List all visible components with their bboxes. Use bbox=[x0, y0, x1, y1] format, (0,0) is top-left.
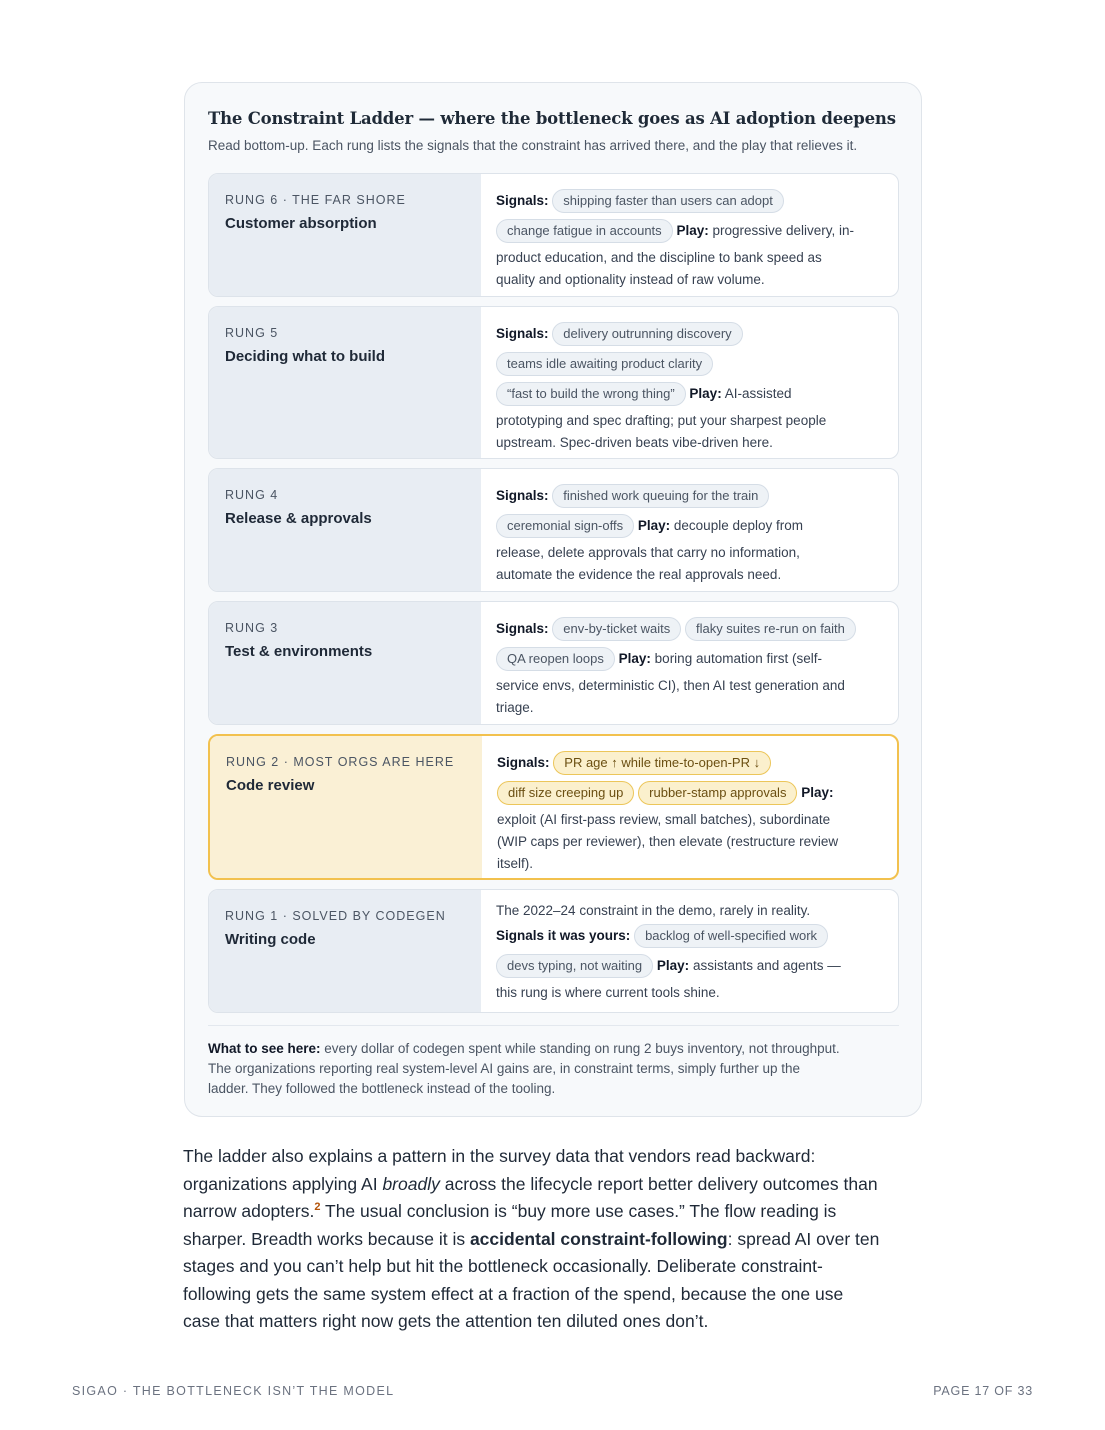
signal-chip: PR age ↑ while time-to-open-PR ↓ bbox=[553, 751, 771, 775]
body-line: following gets the same system effect at a fraction of the spend, because the one use bbox=[183, 1283, 844, 1304]
body-text: across the lifecycle report better delivery outcomes than bbox=[439, 1173, 878, 1194]
signals-label: Signals: bbox=[496, 488, 549, 503]
signal-chip: shipping faster than users can adopt bbox=[552, 189, 784, 213]
rung-details bbox=[481, 602, 898, 724]
rung-4 bbox=[208, 468, 899, 592]
signal-chip: ceremonial sign-offs bbox=[496, 514, 634, 538]
rung-name: Deciding what to build bbox=[225, 348, 385, 365]
play-label: Play: bbox=[676, 223, 709, 238]
signal-chip: diff size creeping up bbox=[497, 781, 634, 805]
body-line: The ladder also explains a pattern in the survey data that vendors read backward: bbox=[183, 1146, 816, 1166]
rung-label-cell bbox=[209, 307, 481, 458]
rung-name: Test & environments bbox=[225, 643, 373, 660]
body-text: The usual conclusion is “buy more use cases.” The flow reading is bbox=[320, 1201, 837, 1221]
body-text: organizations applying AI bbox=[183, 1173, 383, 1194]
signal-chip: teams idle awaiting product clarity bbox=[496, 352, 713, 376]
play-text: boring automation first (self- bbox=[654, 651, 822, 666]
rung-details bbox=[481, 174, 898, 296]
takeaway-text: ladder. They followed the bottleneck instead of the tooling. bbox=[208, 1081, 556, 1096]
signal-chip: env-by-ticket waits bbox=[552, 617, 681, 641]
panel-takeaway bbox=[208, 1039, 903, 1099]
rung-details bbox=[481, 469, 898, 591]
rung-eyebrow: RUNG 4 bbox=[225, 488, 279, 502]
body-line: case that matters right now gets the attention ten diluted ones don’t. bbox=[183, 1311, 709, 1331]
signals-label: Signals it was yours: bbox=[496, 928, 631, 943]
play-text: prototyping and spec drafting; put your sharpest people bbox=[496, 413, 827, 428]
page-number: PAGE 17 OF 33 bbox=[933, 1384, 1033, 1398]
rung-name: Release & approvals bbox=[225, 510, 372, 527]
rung-label-cell bbox=[209, 469, 481, 591]
play-text: itself). bbox=[497, 856, 534, 871]
play-text: exploit (AI first-pass review, small batches), subordinate bbox=[497, 812, 831, 827]
play-text: quality and optionality instead of raw volume. bbox=[496, 272, 765, 287]
signal-chip: finished work queuing for the train bbox=[552, 484, 769, 508]
rung-label-cell bbox=[209, 174, 481, 296]
signals-label: Signals: bbox=[496, 621, 549, 636]
signals-label: Signals: bbox=[496, 326, 549, 341]
body-line: stages and you can’t help but hit the bottleneck occasionally. Deliberate constraint- bbox=[183, 1256, 823, 1276]
takeaway-text: every dollar of codegen spent while standing on rung 2 buys inventory, not throughput. bbox=[324, 1041, 840, 1056]
play-text: assistants and agents — bbox=[692, 958, 841, 973]
play-text: release, delete approvals that carry no information, bbox=[496, 545, 800, 560]
signal-chip: devs typing, not waiting bbox=[496, 954, 653, 978]
play-text: automate the evidence the real approvals need. bbox=[496, 567, 782, 582]
rung-label-cell bbox=[209, 602, 481, 724]
rung-name: Writing code bbox=[225, 931, 316, 948]
play-label: Play: bbox=[637, 518, 671, 533]
panel-divider bbox=[208, 1025, 899, 1026]
rung-details bbox=[481, 890, 898, 1012]
play-label: Play: bbox=[689, 386, 722, 401]
signal-chip: delivery outrunning discovery bbox=[552, 322, 742, 346]
running-footer-title: SIGAO · THE BOTTLENECK ISN’T THE MODEL bbox=[72, 1384, 395, 1398]
rung-eyebrow: RUNG 5 bbox=[225, 326, 279, 340]
signal-chip: backlog of well-specified work bbox=[634, 924, 828, 948]
play-label: Play: bbox=[618, 651, 651, 666]
rung-intro: The 2022–24 constraint in the demo, rarely in reality. bbox=[496, 903, 811, 918]
play-label: Play: bbox=[656, 958, 690, 973]
play-text: decouple deploy from bbox=[673, 518, 803, 533]
panel-subtitle: Read bottom-up. Each rung lists the signals that the constraint has arrived there, and the play that relieves it. bbox=[208, 138, 858, 153]
signal-chip: QA reopen loops bbox=[496, 647, 615, 671]
rung-eyebrow: RUNG 1 · SOLVED BY CODEGEN bbox=[225, 909, 446, 923]
constraint-ladder-panel bbox=[184, 82, 922, 1117]
rung-name: Code review bbox=[226, 777, 315, 794]
body-text: narrow adopters. bbox=[183, 1201, 315, 1221]
body-italic: broadly bbox=[382, 1173, 440, 1194]
play-label: Play: bbox=[801, 785, 834, 800]
rung-eyebrow: RUNG 2 · MOST ORGS ARE HERE bbox=[226, 755, 455, 769]
play-text: product education, and the discipline to bank speed as bbox=[496, 250, 822, 265]
play-text: service envs, deterministic CI), then AI test generation and bbox=[496, 678, 845, 693]
play-text: (WIP caps per reviewer), then elevate (restructure review bbox=[497, 834, 839, 849]
rung-name: Customer absorption bbox=[225, 215, 377, 232]
signal-chip: “fast to build the wrong thing” bbox=[496, 382, 686, 406]
rung-1 bbox=[208, 889, 899, 1013]
rung-5 bbox=[208, 306, 899, 459]
rung-details bbox=[481, 307, 898, 458]
body-text: sharper. Breadth works because it is bbox=[183, 1228, 470, 1249]
takeaway-text: The organizations reporting real system-level AI gains are, in constraint terms, simply further up the bbox=[208, 1061, 801, 1076]
play-text: upstream. Spec-driven beats vibe-driven here. bbox=[496, 435, 773, 450]
play-text: this rung is where current tools shine. bbox=[496, 985, 720, 1000]
signal-chip: flaky suites re-run on faith bbox=[685, 617, 856, 641]
body-paragraph bbox=[183, 1143, 928, 1336]
play-text: AI-assisted bbox=[724, 386, 792, 401]
rung-3 bbox=[208, 601, 899, 725]
signals-label: Signals: bbox=[497, 755, 550, 770]
rung-eyebrow: RUNG 3 bbox=[225, 621, 279, 635]
signals-label: Signals: bbox=[496, 193, 549, 208]
signal-chip: rubber-stamp approvals bbox=[638, 781, 797, 805]
rung-label-cell bbox=[209, 890, 481, 1012]
rung-label-cell bbox=[210, 736, 482, 878]
signal-chip: change fatigue in accounts bbox=[496, 219, 673, 243]
body-bold: accidental constraint-following bbox=[469, 1228, 728, 1249]
body-text: : spread AI over ten bbox=[727, 1228, 880, 1249]
rung-eyebrow: RUNG 6 · THE FAR SHORE bbox=[225, 193, 406, 207]
play-text: triage. bbox=[496, 700, 534, 715]
rung-6 bbox=[208, 173, 899, 297]
rung-2-highlighted bbox=[208, 734, 899, 880]
panel-title: The Constraint Ladder — where the bottleneck goes as AI adoption deepens bbox=[208, 109, 896, 128]
takeaway-label: What to see here: bbox=[208, 1041, 321, 1056]
play-text: progressive delivery, in- bbox=[712, 223, 855, 238]
footnote-marker[interactable]: 2 bbox=[314, 1201, 321, 1214]
rung-details bbox=[482, 736, 897, 878]
